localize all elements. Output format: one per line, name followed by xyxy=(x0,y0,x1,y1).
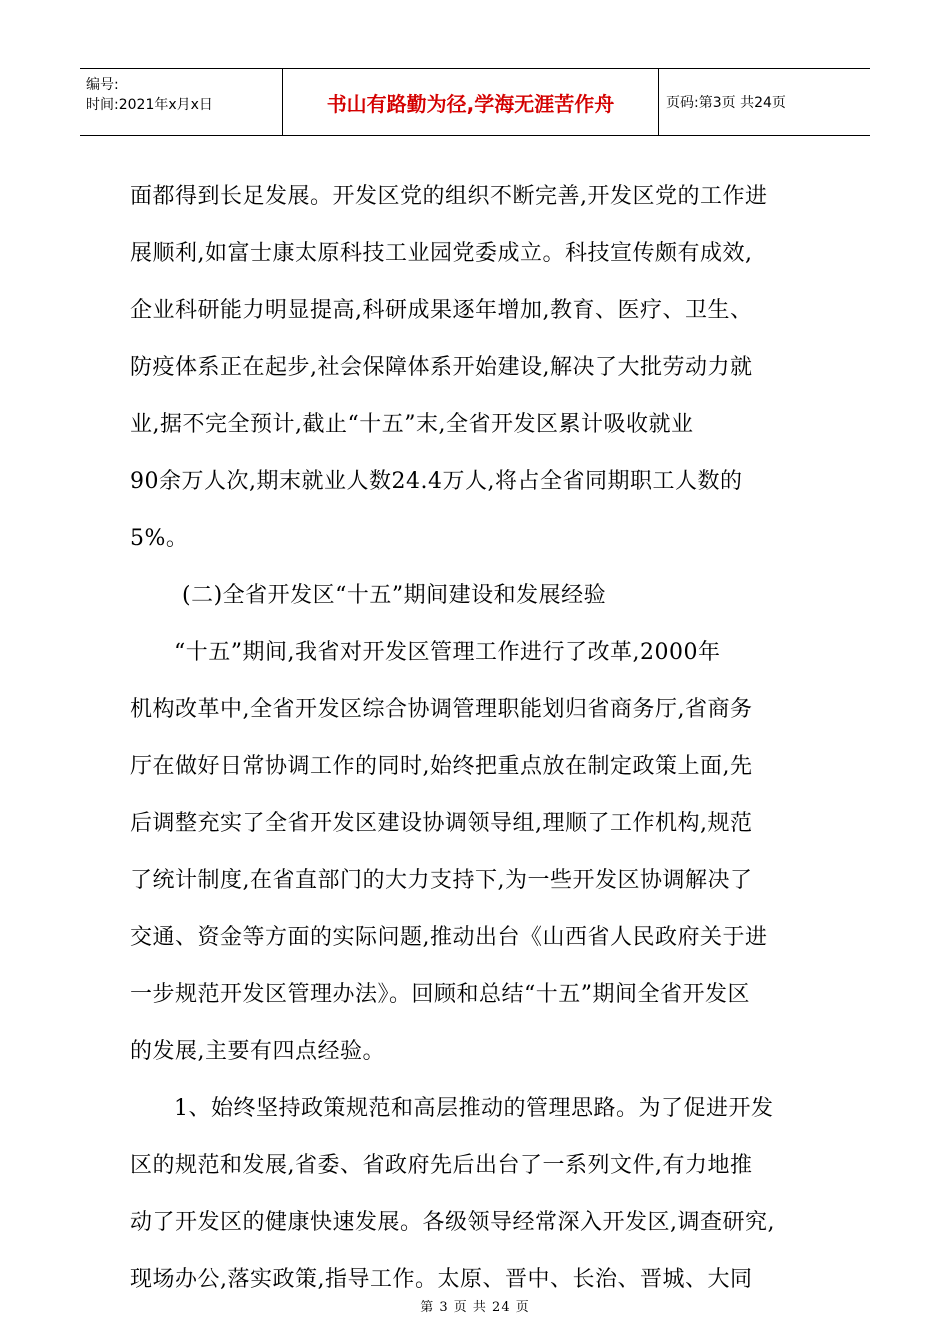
page-header xyxy=(80,68,870,136)
body-line: 交通、资金等方面的实际问题,推动出台《山西省人民政府关于进 xyxy=(130,925,768,950)
paragraph-first-line: 1、始终坚持政策规范和高层推动的管理思路。为了促进开发 xyxy=(174,1096,774,1121)
body-line: 防疫体系正在起步,社会保障体系开始建设,解决了大批劳动力就 xyxy=(130,355,753,380)
body-line: 展顺利,如富士康太原科技工业园党委成立。科技宣传颇有成效, xyxy=(130,241,753,266)
section-heading: (二)全省开发区“十五”期间建设和发展经验 xyxy=(182,583,607,608)
body-line: 5%。 xyxy=(130,526,189,551)
header-meta xyxy=(80,69,283,135)
body-line: 的发展,主要有四点经验。 xyxy=(130,1039,385,1064)
body-line: 了统计制度,在省直部门的大力支持下,为一些开发区协调解决了 xyxy=(130,868,753,893)
page-footer: 第 3 页 共 24 页 xyxy=(420,1300,530,1315)
body-line: 企业科研能力明显提高,科研成果逐年增加,教育、医疗、卫生、 xyxy=(130,298,753,323)
body-line: 厅在做好日常协调工作的同时,始终把重点放在制定政策上面,先 xyxy=(130,754,753,779)
body-line: 90余万人次,期末就业人数24.4万人,将占全省同期职工人数的 xyxy=(130,469,743,494)
body-line: 后调整充实了全省开发区建设协调领导组,理顺了工作机构,规范 xyxy=(130,811,753,836)
paragraph-first-line: “十五”期间,我省对开发区管理工作进行了改革,2000年 xyxy=(174,640,721,665)
document-body xyxy=(130,168,830,1308)
body-line: 动了开发区的健康快速发展。各级领导经常深入开发区,调查研究, xyxy=(130,1210,775,1235)
body-line: 业,据不完全预计,截止“十五”末,全省开发区累计吸收就业 xyxy=(130,412,694,437)
body-line: 现场办公,落实政策,指导工作。太原、晋中、长治、晋城、大同 xyxy=(130,1267,753,1292)
body-line: 面都得到长足发展。开发区党的组织不断完善,开发区党的工作进 xyxy=(130,184,768,209)
body-line: 区的规范和发展,省委、省政府先后出台了一系列文件,有力地推 xyxy=(130,1153,753,1178)
document-number-label: 编号: xyxy=(86,77,119,93)
body-line: 机构改革中,全省开发区综合协调管理职能划归省商务厅,省商务 xyxy=(130,697,753,722)
header-page-info: 页码:第3页 共24页 xyxy=(666,95,786,111)
body-line: 一步规范开发区管理办法》。回顾和总结“十五”期间全省开发区 xyxy=(130,982,750,1007)
document-time-label: 时间:2021年x月x日 xyxy=(86,97,213,113)
header-motto: 书山有路勤为径,学海无涯苦作舟 xyxy=(283,69,659,135)
